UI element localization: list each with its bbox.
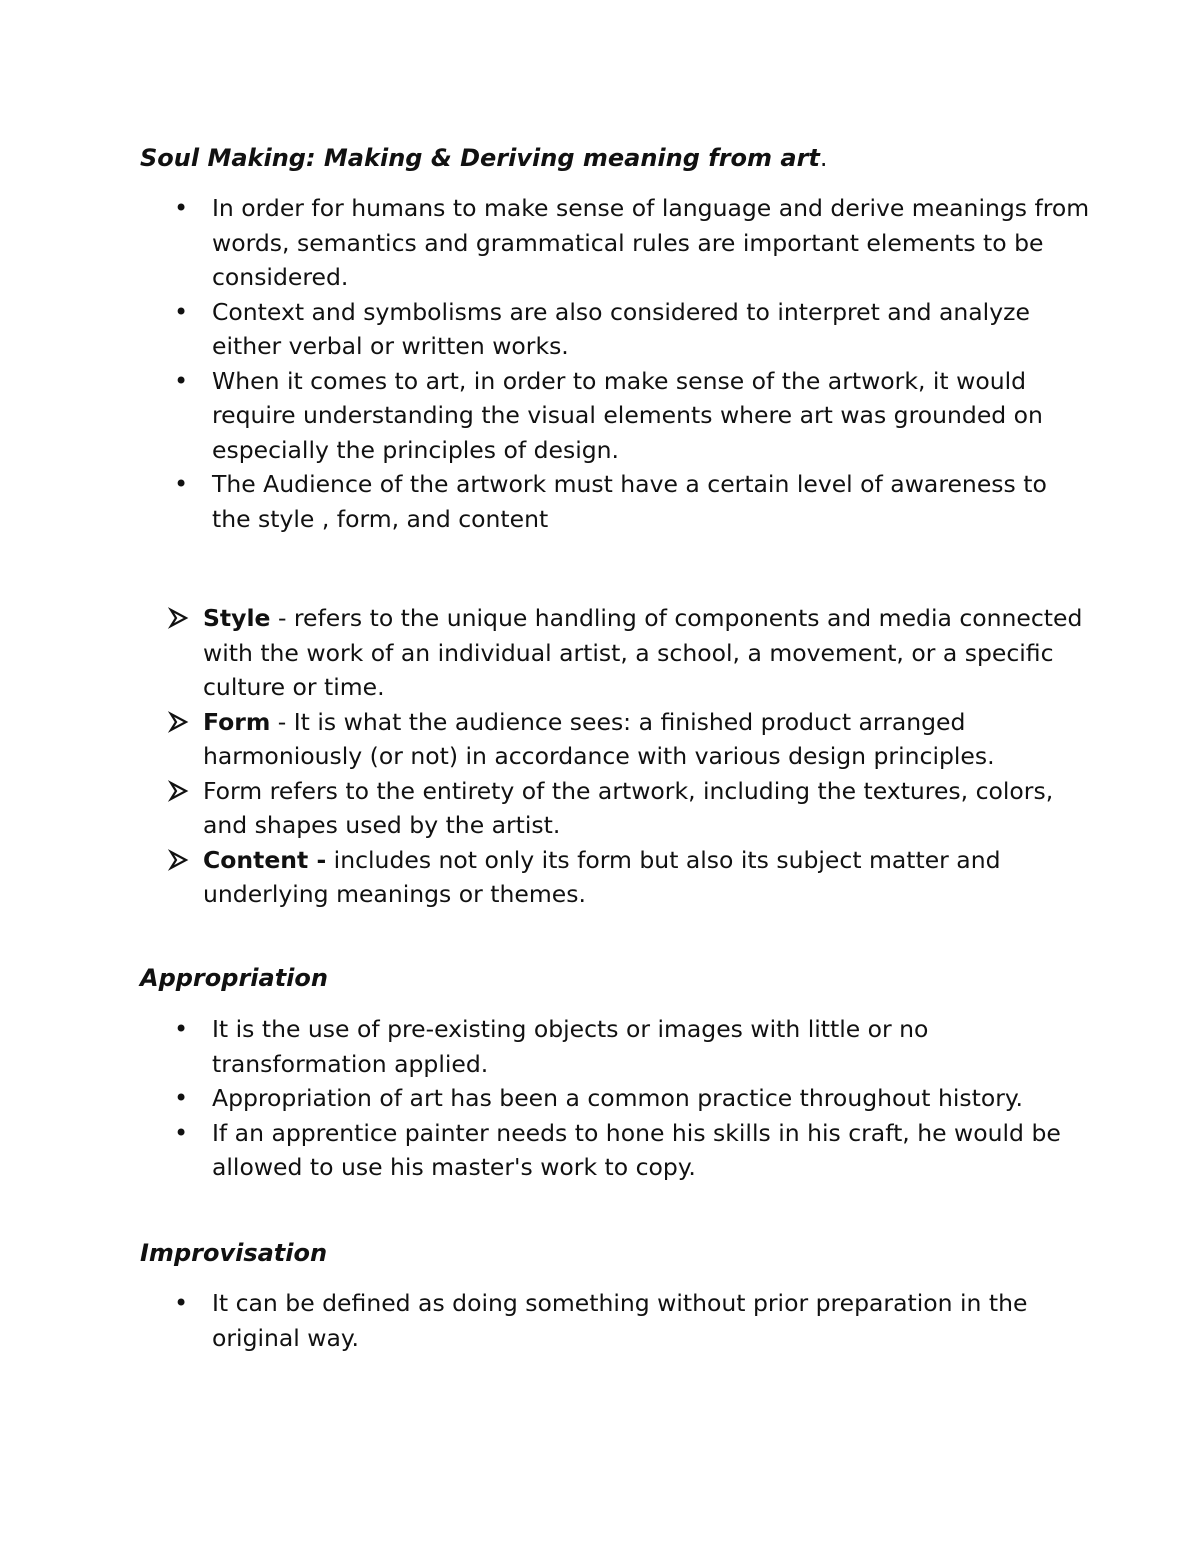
section-heading-improvisation: Improvisation xyxy=(140,1239,328,1267)
list-item: • The Audience of the artwork must have a certain level of awareness to the style , form, and content xyxy=(212,467,1092,536)
definition-text: - It is what the audience sees: a finished product arranged harmoniously (or not) in accordance with various design principles. xyxy=(203,707,995,770)
list-item: • Context and symbolisms are also considered to interpret and analyze either verbal or written works. xyxy=(212,295,1092,364)
section-heading-soul-making-period: . xyxy=(819,144,828,172)
soul-making-bullet-list xyxy=(212,191,1092,536)
section-heading-appropriation: Appropriation xyxy=(140,964,328,992)
list-item: • It can be defined as doing something without prior preparation in the original way. xyxy=(212,1286,1092,1355)
definition-item-form xyxy=(203,705,1083,774)
definition-term: Content - xyxy=(203,845,327,874)
definition-text: - refers to the unique handling of components and media connected with the work of an individual artist, a school, a movement, or a specific culture or time. xyxy=(203,604,1083,701)
arrow-bullet-icon xyxy=(167,601,191,635)
definition-term: Style xyxy=(203,604,271,632)
definition-text: includes not only its form but also its subject matter and underlying meanings or themes. xyxy=(203,845,1001,908)
definition-list xyxy=(203,601,1083,912)
definition-item-content xyxy=(203,843,1083,912)
section-heading-soul-making xyxy=(140,141,828,175)
list-item: • Appropriation of art has been a common practice throughout history. xyxy=(212,1081,1092,1116)
definition-text: Form refers to the entirety of the artwork, including the textures, colors, and shapes used by the artist. xyxy=(203,776,1054,839)
arrow-bullet-icon xyxy=(167,774,191,808)
arrow-bullet-icon xyxy=(167,843,191,877)
section-heading-soul-making-text: Soul Making: Making & Deriving meaning from art xyxy=(140,144,820,172)
improvisation-bullet-list xyxy=(212,1286,1092,1355)
definition-term: Form xyxy=(203,707,271,736)
definition-item-form-entirety xyxy=(203,774,1083,843)
list-item: • When it comes to art, in order to make sense of the artwork, it would require understanding the visual elements where art was grounded on especially the principles of design. xyxy=(212,364,1092,468)
list-item: • If an apprentice painter needs to hone his skills in his craft, he would be allowed to use his master's work to copy. xyxy=(212,1116,1092,1185)
list-item: • In order for humans to make sense of language and derive meanings from words, semantics and grammatical rules are important elements to be considered. xyxy=(212,191,1092,295)
list-item: • It is the use of pre-existing objects or images with little or no transformation applied. xyxy=(212,1012,1092,1081)
arrow-bullet-icon xyxy=(167,705,191,739)
appropriation-bullet-list xyxy=(212,1012,1092,1185)
definition-item-style xyxy=(203,601,1083,705)
